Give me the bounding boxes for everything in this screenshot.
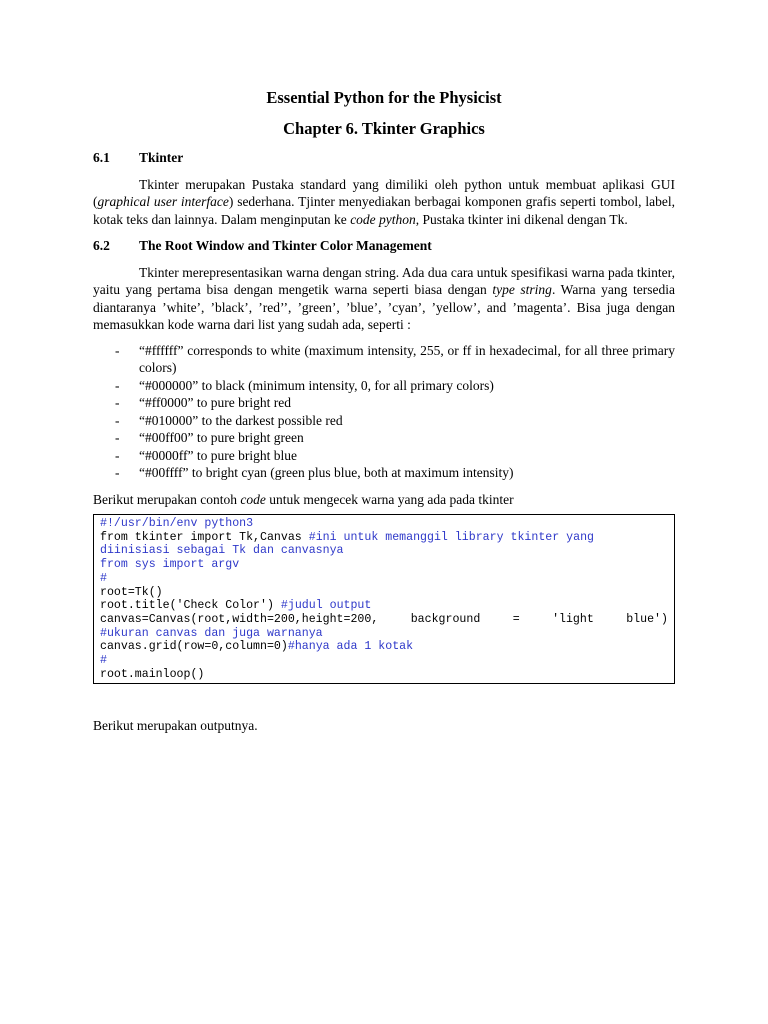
italic-text: graphical user interface xyxy=(97,194,229,209)
bullet-dash: - xyxy=(115,430,120,445)
section-number: 6.1 xyxy=(93,150,110,165)
color-code-list xyxy=(93,342,675,482)
list-item-text: “#ff0000” to pure bright red xyxy=(139,395,291,410)
code-comment: #ini untuk memanggil library tkinter yang xyxy=(308,530,594,544)
code-line xyxy=(100,599,668,613)
list-item-text: “#000000” to black (minimum intensity, 0, for all primary colors) xyxy=(139,377,494,393)
list-item xyxy=(93,394,675,412)
list-item xyxy=(93,342,675,377)
code-comment: #judul output xyxy=(280,599,372,613)
bullet-dash: - xyxy=(115,465,120,480)
list-item-text: “#00ffff” to bright cyan (green plus blue, both at maximum intensity) xyxy=(139,465,514,480)
code-line: # xyxy=(100,571,107,585)
bullet-dash: - xyxy=(115,342,120,358)
list-item xyxy=(93,464,675,482)
chapter-title: Chapter 6. Tkinter Graphics xyxy=(283,119,485,138)
text-run: , Pustaka tkinter ini dikenal dengan Tk. xyxy=(415,211,628,227)
bullet-dash: - xyxy=(115,395,120,410)
code-text: from tkinter import Tk,Canvas xyxy=(100,530,309,544)
section-heading-6-2 xyxy=(93,237,675,255)
code-line: #ukuran canvas dan juga warnanya xyxy=(100,626,323,640)
code-listing xyxy=(93,514,675,684)
code-text: root.title('Check Color') xyxy=(100,599,281,613)
paragraph-output-intro: Berikut merupakan outputnya. xyxy=(93,718,258,734)
text-run: Tkinter merepresentasikan warna dengan string. Ada dua cara untuk spesifikasi warna pada tkinter, yaitu yang pertama bisa dengan mengetik warna seperti biasa dengan xyxy=(93,264,675,297)
section-heading-6-1 xyxy=(93,149,675,167)
text-run: Tkinter merupakan Pustaka standard yang dimiliki oleh python untuk membuat aplikasi GUI ( xyxy=(93,176,675,209)
code-line: #!/usr/bin/env python3 xyxy=(100,517,254,530)
italic-text: code xyxy=(240,491,266,507)
text-run: ) sederhana. Tjinter menyediakan berbagai komponen grafis seperti tombol, label, kotak teks dan lainnya. Dalam menginputan ke xyxy=(93,194,675,227)
list-item-text: “#ffffff” corresponds to white (maximum intensity, 255, or ff in hexadecimal, for all three primary colors) xyxy=(139,342,675,375)
code-line: diinisiasi sebagai Tk dan canvasnya xyxy=(100,544,344,558)
section-title: The Root Window and Tkinter Color Management xyxy=(139,238,432,253)
section-title: Tkinter xyxy=(139,150,184,165)
bullet-dash: - xyxy=(115,412,120,428)
page-content xyxy=(93,88,675,735)
code-line xyxy=(100,613,668,627)
list-item xyxy=(93,377,675,395)
text-run: Berikut merupakan contoh xyxy=(93,491,241,507)
code-line: root=Tk() xyxy=(100,585,163,599)
book-title: Essential Python for the Physicist xyxy=(266,88,502,107)
bullet-dash: - xyxy=(115,447,120,463)
code-line: from sys import argv xyxy=(100,558,240,572)
code-line: # xyxy=(100,654,107,668)
code-line xyxy=(100,531,668,545)
code-text: background xyxy=(410,612,481,626)
bullet-dash: - xyxy=(115,377,120,393)
text-run: . Warna yang tersedia diantaranya ’white’, ’black’, ’red’’, ’green’, ’blue’, ’cyan’, ’yellow’, and ’magenta’. Bisa juga dengan memasukkan kode warna dari list yang sudah ada, seperti : xyxy=(93,282,675,332)
code-text: canvas.grid(row=0,column=0) xyxy=(100,640,288,654)
italic-text: type string xyxy=(492,282,552,297)
text-run: untuk mengecek warna yang ada pada tkinter xyxy=(265,491,514,507)
code-text: canvas=Canvas(root,width=200,height=200, xyxy=(100,612,379,626)
paragraph-color-management xyxy=(93,264,675,334)
list-item-text: “#0000ff” to pure bright blue xyxy=(139,447,297,463)
list-item xyxy=(93,447,675,465)
section-number: 6.2 xyxy=(93,238,110,253)
code-text: 'light xyxy=(552,612,594,626)
list-item xyxy=(93,412,675,430)
code-text: = xyxy=(512,612,520,626)
code-comment: #hanya ada 1 kotak xyxy=(287,640,414,654)
code-text: blue') xyxy=(626,612,668,626)
paragraph-code-intro xyxy=(93,491,675,509)
code-line xyxy=(100,640,668,654)
paragraph-tkinter-intro xyxy=(93,176,675,229)
code-line: root.mainloop() xyxy=(100,667,205,681)
list-item-text: “#010000” to the darkest possible red xyxy=(139,412,343,428)
list-item-text: “#00ff00” to pure bright green xyxy=(139,430,304,445)
list-item xyxy=(93,429,675,447)
italic-text: code python xyxy=(350,211,416,227)
